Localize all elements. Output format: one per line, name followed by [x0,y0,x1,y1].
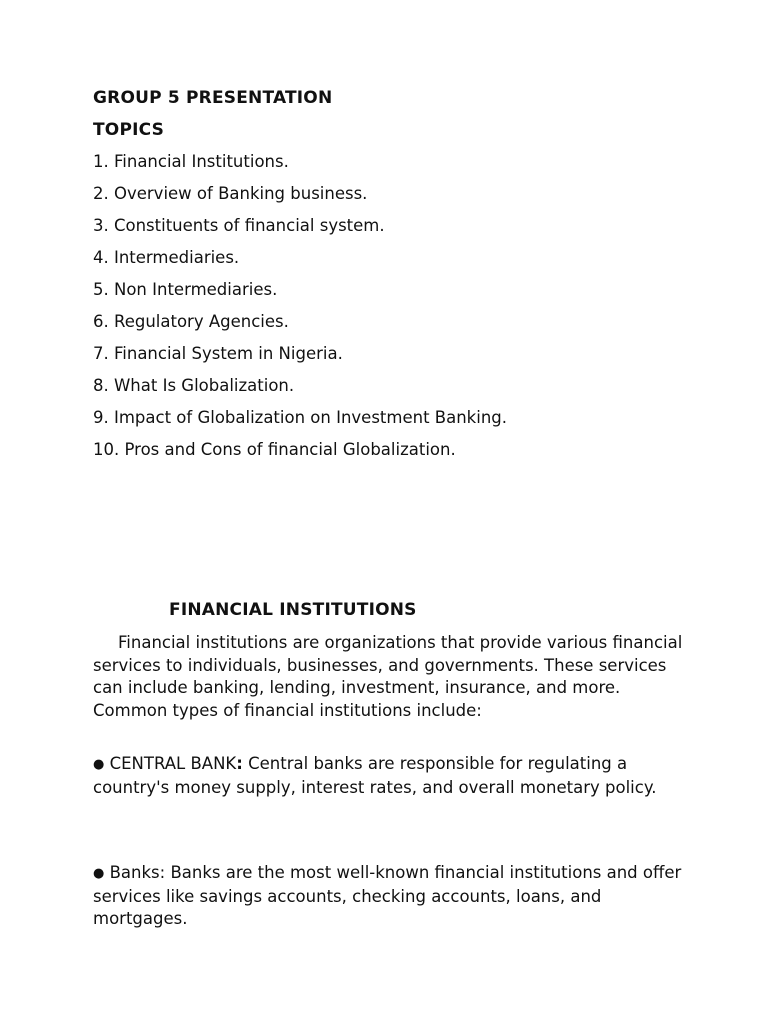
topic-item: 3. Constituents of financial system. [93,216,385,235]
bullet-icon: ● [93,866,105,881]
document-title: GROUP 5 PRESENTATION [93,88,333,108]
topic-item: 5. Non Intermediaries. [93,280,278,299]
bullet-icon: ● [93,757,105,772]
topic-list [93,151,507,471]
bullet-separator: : [159,863,166,882]
topic-item: 7. Financial System in Nigeria. [93,344,343,363]
topic-item: 8. What Is Globalization. [93,376,295,395]
bullet-banks [93,862,683,931]
topic-item: 6. Regulatory Agencies. [93,312,289,331]
bullet-central-bank [93,753,683,799]
topic-item: 10. Pros and Cons of financial Globalization. [93,440,456,459]
topic-item: 9. Impact of Globalization on Investment Banking. [93,408,507,427]
topic-item: 1. Financial Institutions. [93,152,289,171]
bullet-separator: : [236,754,243,773]
topic-item: 4. Intermediaries. [93,248,240,267]
bullet-text: Banks are the most well-known financial institutions and offer services like savings accounts, checking accounts, loans, and mortgages. [93,863,682,928]
bullet-text: Central banks are responsible for regulating a country's money supply, interest rates, and overall monetary policy. [93,754,657,797]
topics-heading: TOPICS [93,120,165,140]
section-heading: FINANCIAL INSTITUTIONS [169,600,417,620]
bullet-term: CENTRAL BANK [109,754,237,773]
topic-item: 2. Overview of Banking business. [93,184,368,203]
intro-paragraph: Financial institutions are organizations that provide various financial services to individuals, businesses, and governments. These services can include banking, lending, investment, insurance, and more. Common types of financial institutions include: [93,633,683,720]
bullet-term: Banks [109,863,160,882]
